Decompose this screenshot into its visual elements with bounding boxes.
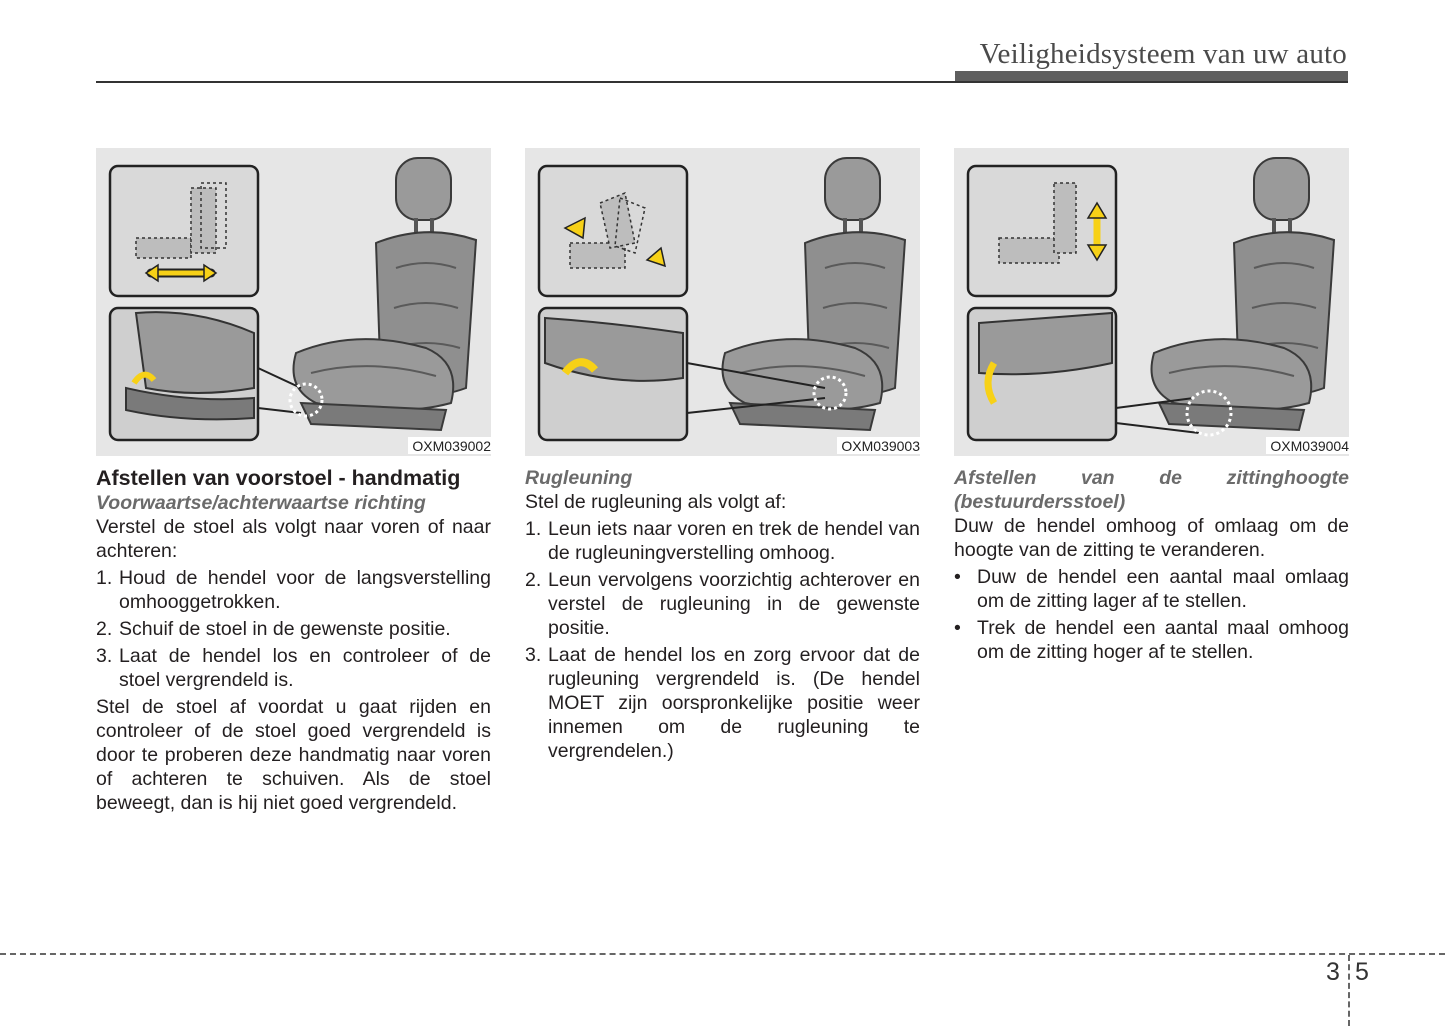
list-marker: 1. [525, 518, 542, 540]
steps-list [96, 566, 491, 692]
bullet-list [954, 565, 1349, 664]
intro-text: Duw de hendel omhoog of omlaag om de hoogte van de zitting te veranderen. [954, 515, 1349, 561]
list-item [96, 566, 491, 614]
list-item [96, 617, 491, 641]
list-item [525, 517, 920, 565]
figure-code: OXM039002 [408, 437, 491, 454]
figure-code: OXM039003 [837, 437, 920, 454]
list-item-text: Leun iets naar voren en trek de hendel van de rugleuningverstelling omhoog. [548, 518, 920, 564]
subsection-heading: Voorwaartse/achterwaartse richting [96, 492, 426, 514]
list-item [954, 616, 1349, 664]
list-item [954, 565, 1349, 613]
list-item-text: Duw de hendel een aantal maal omlaag om de zitting lager af te stellen. [977, 566, 1349, 612]
list-item-text: Trek de hendel een aantal maal omhoog om de zitting hoger af te stellen. [977, 617, 1349, 663]
list-marker: 2. [525, 569, 542, 591]
section-heading: Afstellen van voorstoel - handmatig [96, 466, 461, 490]
page-number-separator [1348, 955, 1350, 1026]
list-marker: 3. [525, 644, 542, 666]
intro-text: Stel de rugleuning als volgt af: [525, 491, 787, 513]
subsection-heading: Rugleuning [525, 467, 633, 489]
page-header-title: Veiligheidsysteem van uw auto [979, 38, 1347, 70]
list-item-text: Laat de hendel los en controleer of de stoel vergrendeld is. [119, 645, 491, 691]
column-seat-height [954, 466, 1349, 667]
list-marker: • [954, 617, 961, 639]
column-backrest [525, 466, 920, 766]
list-marker: 3. [96, 645, 113, 667]
figure-seat-backrest [525, 148, 920, 456]
chapter-number: 3 [1326, 958, 1340, 986]
list-marker: • [954, 566, 961, 588]
subsection-heading: Afstellen van de zittinghoogte (bestuurdersstoel) [954, 467, 1349, 513]
note-text: Stel de stoel af voordat u gaat rijden en controleer of de stoel goed vergrendeld is door te proberen deze handmatig naar voren of achteren te schuiven. Als de stoel beweegt, dan is hij niet goed vergrendeld. [96, 696, 491, 814]
intro-text: Verstel de stoel als volgt naar voren of naar achteren: [96, 516, 491, 562]
list-marker: 2. [96, 618, 113, 640]
list-item-text: Leun vervolgens voorzichtig achterover en verstel de rugleuning in de gewenste positie. [548, 569, 920, 639]
list-item [525, 568, 920, 640]
list-item-text: Houd de hendel voor de langsverstelling omhooggetrokken. [119, 567, 491, 613]
column-fore-aft [96, 466, 491, 815]
header-rule [96, 81, 1348, 83]
list-marker: 1. [96, 567, 113, 589]
list-item [96, 644, 491, 692]
footer-rule [0, 953, 1445, 955]
steps-list [525, 517, 920, 763]
list-item-text: Schuif de stoel in de gewenste positie. [119, 618, 451, 640]
list-item-text: Laat de hendel los en zorg ervoor dat de rugleuning vergrendeld is. (De hendel MOET zijn oorspronkelijke positie weer innemen om de rugleuning te vergrendelen.) [548, 644, 920, 762]
figure-seat-height [954, 148, 1349, 456]
figure-seat-fore-aft [96, 148, 491, 456]
list-item [525, 643, 920, 763]
page-number: 5 [1355, 958, 1369, 986]
figure-code: OXM039004 [1266, 437, 1349, 454]
